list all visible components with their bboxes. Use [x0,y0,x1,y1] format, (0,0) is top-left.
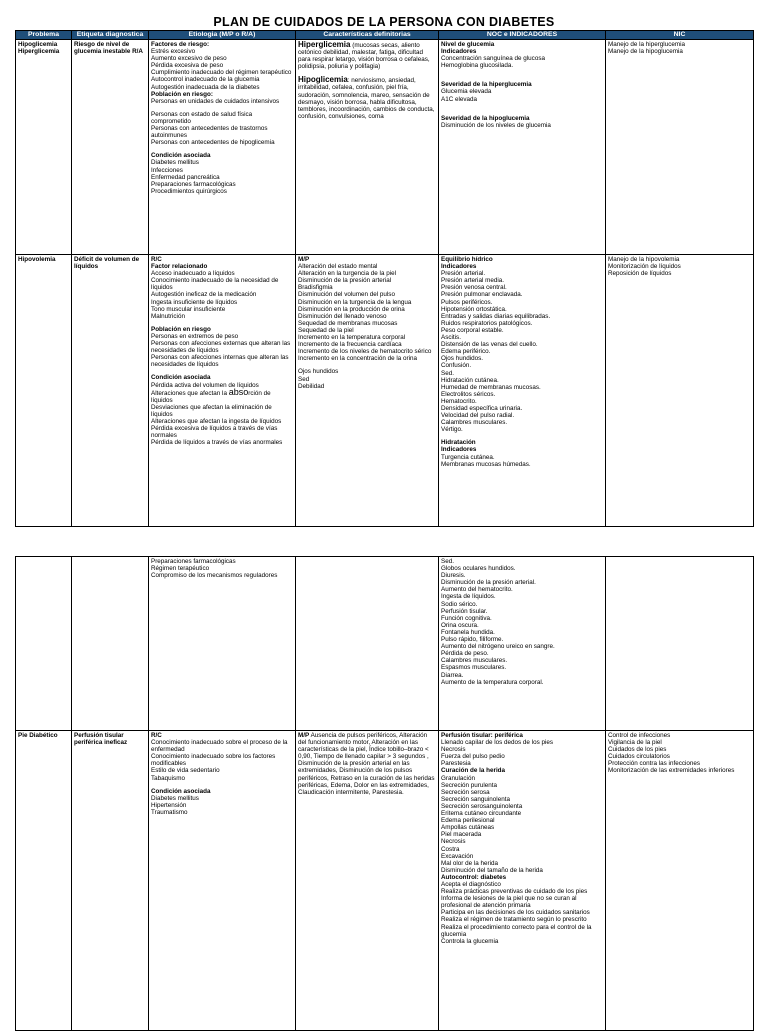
list-item: Realiza el procedimiento correcto para el control de la glucemia [441,923,592,938]
list-item: Malnutrición [151,312,185,320]
header-row [16,31,754,40]
section-heading: Condición asociada [151,787,211,795]
list-item: Ingesta insuficiente de líquidos [151,298,238,306]
cell-etiologia [149,731,296,1031]
list-item: Ampollas cutáneas [441,824,495,832]
section-heading: R/C [151,256,162,263]
list-item: Conocimiento inadecuado de la necesidad de líquidos [151,277,279,292]
section-heading: Equilibrio hídrico [441,256,493,263]
list-item: Monitorización de las extremidades inferiores [608,767,735,775]
cell-etiqueta [72,731,149,1031]
list-item: Disminución en la producción de orina [298,305,405,313]
list-item: Globos oculares hundidos. [441,565,516,573]
list-item: Necrosis [441,838,466,846]
list-item: Realiza prácticas preventivas de cuidado de los pies [441,888,588,896]
list-item: Bradisfigmia [298,284,333,292]
list-item: A1C elevada [441,95,478,103]
list-item: Sodio sérico. [441,600,478,608]
section-heading: Factor relacionado [151,263,208,271]
section-heading: Severidad de la hipoglucemia [441,114,530,122]
paragraph-text: : nerviosismo, ansiedad, irritabilidad, cefalea, confusión, piel fría, sudoración, somnolencia, mareo, sensación de desmayo, visión borrosa, habla dificultosa, temblores, incoordinación, cambios de conducta, confusión, convulsiones, coma [298,77,435,120]
section-heading: Indicadores [441,446,477,454]
list-item: Personas con estado de salud física comprometido [151,110,253,125]
list-item: Hipertensión [151,801,187,809]
list-item: Manejo de la hipovolemia [608,256,680,263]
list-item: Realiza el régimen de tratamiento según lo prescrito [441,916,587,924]
care-plan-table-page-2 [15,556,754,1031]
list-item: Membranas mucosas húmedas. [441,460,531,468]
cell-problema [16,255,72,527]
list-item: Hidratación cutánea. [441,376,499,384]
list-item: Alteración en la turgencia de la piel [298,270,397,278]
cell-nic [606,557,754,731]
list-item: Monitorización de líquidos [608,263,681,271]
list-item: Vértigo. [441,426,463,434]
list-item: Glucemia elevada [441,88,492,96]
cell-noc [439,40,606,255]
list-item: Disminución del llenado venoso [298,312,387,320]
care-plan-table-page-1 [15,30,754,527]
list-item: Traumatismo [151,808,188,816]
section-heading: Curación de la herida [441,767,506,775]
list-item: Desviaciones que afectan la eliminación de líquidos [151,403,272,418]
paragraph-heading: Hipoglicemia [298,75,348,85]
list-item: Pulsos periféricos. [441,298,493,306]
list-item: Incremento de los niveles de hematocrito sérico [298,348,432,356]
list-item: Estrés excesivo [151,48,196,56]
list-item: Disminución de la presión arterial. [441,579,536,587]
list-item: Mal olor de la herida [441,859,499,867]
list-item: Edema periférico. [441,348,491,356]
list-item: Disminución en la turgencia de la lengua [298,298,412,306]
paragraph-heading: Hiperglicemia [298,40,351,49]
list-item: Control de infecciones [608,732,671,739]
list-item: Diarrea. [441,671,464,679]
list-item: Hematocrito. [441,397,477,405]
list-item: Personas en extremos de peso [151,332,239,340]
list-item: Secreción purulenta [441,781,498,789]
list-item: Eritema cutáneo circundante [441,810,522,818]
list-item: Ojos hundidos. [441,355,484,363]
list-item: Sed [298,375,310,383]
etiqueta-text: Riesgo de nivel de glucemia inestable R/A [74,41,143,56]
list-item: Vigilancia de la piel [608,739,662,747]
cell-caracteristicas [296,731,439,1031]
list-item: Pérdida excesiva de líquidos a través de vías normales [151,425,278,440]
cell-caracteristicas [296,255,439,527]
list-item: Alteraciones que afectan la absorción de líquidos [151,386,271,404]
list-item: Personas con afecciones externas que alteran las necesidades de líquidos [151,340,291,355]
cell-noc [439,557,606,731]
table-row [16,557,754,731]
list-item: Autocontrol inadecuado de la glucemia [151,76,260,84]
etiqueta-text: Perfusión tisular periférica ineficaz [74,732,128,747]
list-item: Concentración sanguínea de glucosa [441,55,545,63]
list-item: Procedimientos quirúrgicos [151,187,227,195]
list-item: Calambres musculares. [441,657,508,665]
list-item: Preparaciones farmacológicas [151,180,236,188]
list-item: Presión venosa central. [441,284,507,292]
list-item: Debilidad [298,382,325,390]
cell-etiqueta [72,40,149,255]
list-item: Aumento del hematocrito. [441,586,513,594]
list-item: Entradas y salidas diarias equilibradas. [441,312,551,320]
list-item: Aumento de la temperatura corporal. [441,678,544,686]
list-item: Fontanela hundida. [441,628,495,636]
list-item: Pérdida excesiva de peso [151,62,224,70]
list-item: Personas con antecedentes de trastornos autoinmunes [151,125,268,140]
list-item: Informa de lesiones de la piel que no se curan al profesional de atención primaria [441,895,577,910]
cell-caracteristicas [296,40,439,255]
list-item: Personas con antecedentes de hipoglicemia [151,139,275,147]
cell-problema [16,40,72,255]
list-item: Pulso rápido, filiforme. [441,636,504,644]
section-heading: Hidratación [441,439,476,447]
list-item: Ingesta de líquidos. [441,593,496,601]
paragraph-text: (mucosas secas, aliento cetónico debilidad, malestar, fatiga, dificultad para respirar letargo, visión borrosa o cefaleas, polidipsia, poliuria y polifagia) [298,42,430,71]
list-item: Tabaquismo [151,774,185,782]
list-item: Disminución de los niveles de glucemia [441,121,551,129]
section-heading: Condición asociada [151,152,211,160]
list-item: Llenado capilar de los dedos de los pies [441,739,554,747]
section-heading: Población en riesgo: [151,90,213,98]
list-item: Acceso inadecuado a líquidos [151,270,235,278]
list-item: Ojos hundidos [298,368,339,376]
list-item: Ascitis. [441,334,461,342]
list-item: Cuidados de los pies [608,746,667,754]
header-etiqueta: Etiqueta diagnostica [72,31,149,40]
etiqueta-text: Déficit de volumen de líquidos [74,256,140,271]
list-item: Peso corporal estable. [441,326,504,334]
section-heading: R/C [151,732,162,739]
page-title: PLAN DE CUIDADOS DE LA PERSONA CON DIABETES [213,15,555,29]
header-problema: Problema [16,31,72,40]
list-item: Turgencia cutánea. [441,453,495,461]
section-heading: Factores de riesgo: [151,41,210,48]
cell-problema [16,557,72,731]
list-item: Piel macerada [441,831,482,839]
header-etiologia: Etiologia (M/P o R/A) [149,31,296,40]
list-item: Controla la glucemia [441,937,499,945]
list-item: Hemoglobina glucosilada. [441,62,514,70]
list-item: Alteraciones que afectan la ingesta de líquidos [151,417,282,425]
list-item: Compromiso de los mecanismos reguladores [151,572,278,580]
list-item: Disminución de la presión arterial [298,277,392,285]
list-item: Velocidad del pulso radial. [441,412,515,420]
section-heading: Condición asociada [151,374,211,382]
section-heading: Perfusión tisular: periférica [441,732,523,739]
cell-etiologia [149,40,296,255]
list-item: Hipotensión ortostática. [441,305,507,313]
problema-text: Hipoglicemia [18,41,58,48]
list-item: Manejo de la hipoglucemia [608,48,683,56]
list-item: Ruidos respiratorios patológicos. [441,319,533,327]
cell-noc [439,255,606,527]
cell-nic [606,40,754,255]
list-item: Acepta el diagnóstico [441,880,501,888]
list-item: Aumento excesivo de peso [151,55,227,63]
list-item: Incremento en la temperatura corporal [298,334,406,342]
list-item: Sequedad de la piel [298,326,354,334]
list-item: Parestesia [441,760,471,768]
list-item: Diabetes mellitus [151,159,199,167]
table-row [16,731,754,1031]
list-item: Preparaciones farmacológicas [151,558,236,565]
list-item: Granulación [441,774,475,782]
section-heading: Severidad de la hiperglucemia [441,81,532,89]
section-heading: Población en riesgo [151,325,211,333]
cell-etiqueta [72,557,149,731]
list-item: Aumento del nitrógeno ureico en sangre. [441,643,555,651]
list-item: Presión pulmonar enclavada. [441,291,523,299]
list-item: Confusión. [441,362,472,370]
problema-text: Hiperglicemia [18,48,60,56]
list-item: Tono muscular insuficiente [151,305,226,313]
table-row [16,255,754,527]
cell-etiologia [149,557,296,731]
list-item: Costra [441,845,460,853]
cell-noc [439,731,606,1031]
list-item: Diuresis. [441,572,466,580]
list-item: Incremento en la concentración de la orina [298,355,418,363]
cell-caracteristicas [296,557,439,731]
list-item: Secreción serosanguinolenta [441,802,523,810]
list-item: Excavación [441,852,474,860]
list-item: Personas con afecciones internas que alteran las necesidades de líquidos [151,354,289,369]
section-heading: Nivel de glucemia [441,41,495,48]
header-caracteristicas: Características definitorias [296,31,439,40]
paragraph-text: Ausencia de pulsos periféricos, Alteración del funcionamiento motor, Alteración en las características de la piel, Índice tobillo–brazo < 0,90, Tiempo de llenado capilar > 3 segundos , Disminución de la presión arterial en las extremidades, Disminución de los pulsos periféricos, Retraso en la curación de las heridas periféricas, Edema, Dolor en las extremidades, Claudicación intermitente, Parestesia. [298,732,435,796]
cell-nic [606,255,754,527]
cell-etiqueta [72,255,149,527]
section-heading: M/P [298,732,310,739]
header-nic: NIC [606,31,754,40]
list-item: Alteración del estado mental [298,263,378,271]
list-item: Orina oscura. [441,621,479,629]
list-item: Secreción sanguinolenta [441,795,510,803]
list-item: Diabetes mellitus [151,794,199,802]
list-item: Estilo de vida sedentario [151,767,220,775]
list-item: Disminución del volumen del pulso [298,291,395,299]
list-item: Pérdida de peso. [441,650,489,658]
problema-text: Hipovolemia [18,256,56,263]
header-noc: NOC e INDICADORES [439,31,606,40]
list-item: Autogestión inadecuada de la diabetes [151,83,260,91]
section-heading: Indicadores [441,48,477,56]
list-item: Sed. [441,558,454,565]
list-item: Disminución del tamaño de la herida [441,866,543,874]
list-item: Sequedad de membranas mucosas [298,319,398,327]
list-item: Enfermedad pancreática [151,173,220,181]
list-item: Cuidados circulatorios [608,753,670,761]
list-item: Pérdida activa del volumen de líquidos [151,381,259,389]
table-row [16,40,754,255]
list-item: Protección contra las infecciones [608,760,701,768]
list-item: Manejo de la hiperglucemia [608,41,686,48]
cell-nic [606,731,754,1031]
list-item: Electrolitos séricos. [441,390,496,398]
list-item: Reposición de líquidos [608,270,672,278]
list-item: Conocimiento inadecuado sobre el proceso de la enfermedad [151,739,288,754]
list-item: Conocimiento inadecuado sobre los factores modificables [151,753,276,768]
list-item: Pérdida de líquidos a través de vías anormales [151,439,283,447]
list-item: Cumplimiento inadecuado del régimen terapéutico [151,69,292,77]
section-heading: M/P [298,256,310,263]
list-item: Espasmos musculares. [441,664,507,672]
section-heading: Indicadores [441,263,477,271]
list-item: Función cognitiva. [441,614,492,622]
list-item: Presión arterial media. [441,277,504,285]
list-item: Secreción serosa [441,788,490,796]
list-item: Personas en unidades de cuidados intensivos [151,97,280,105]
section-heading: Autocontrol: diabetes [441,873,507,881]
list-item: Edema perilesional [441,817,495,825]
list-item: Régimen terapéutico [151,565,210,573]
list-item: Fuerza del pulso pedio [441,753,505,761]
cell-etiologia [149,255,296,527]
list-item: Sed. [441,369,454,377]
list-item: Calambres musculares. [441,419,508,427]
list-item: Perfusión tisular. [441,607,488,615]
list-item: Incremento de la frecuencia cardíaca [298,341,402,349]
list-item: Infecciones [151,166,183,174]
list-item: Humedad de membranas mucosas. [441,383,541,391]
list-item: Participa en las decisiones de los cuidados sanitarios [441,909,590,917]
list-item: Presión arterial. [441,270,486,278]
problema-text: Pie Diabético [18,732,58,739]
list-item: Autogestión ineficaz de la medicación [151,291,257,299]
cell-problema [16,731,72,1031]
list-item: Necrosis [441,746,466,754]
list-item: Distensión de las venas del cuello. [441,341,538,349]
list-item: Densidad específica urinaria. [441,404,523,412]
